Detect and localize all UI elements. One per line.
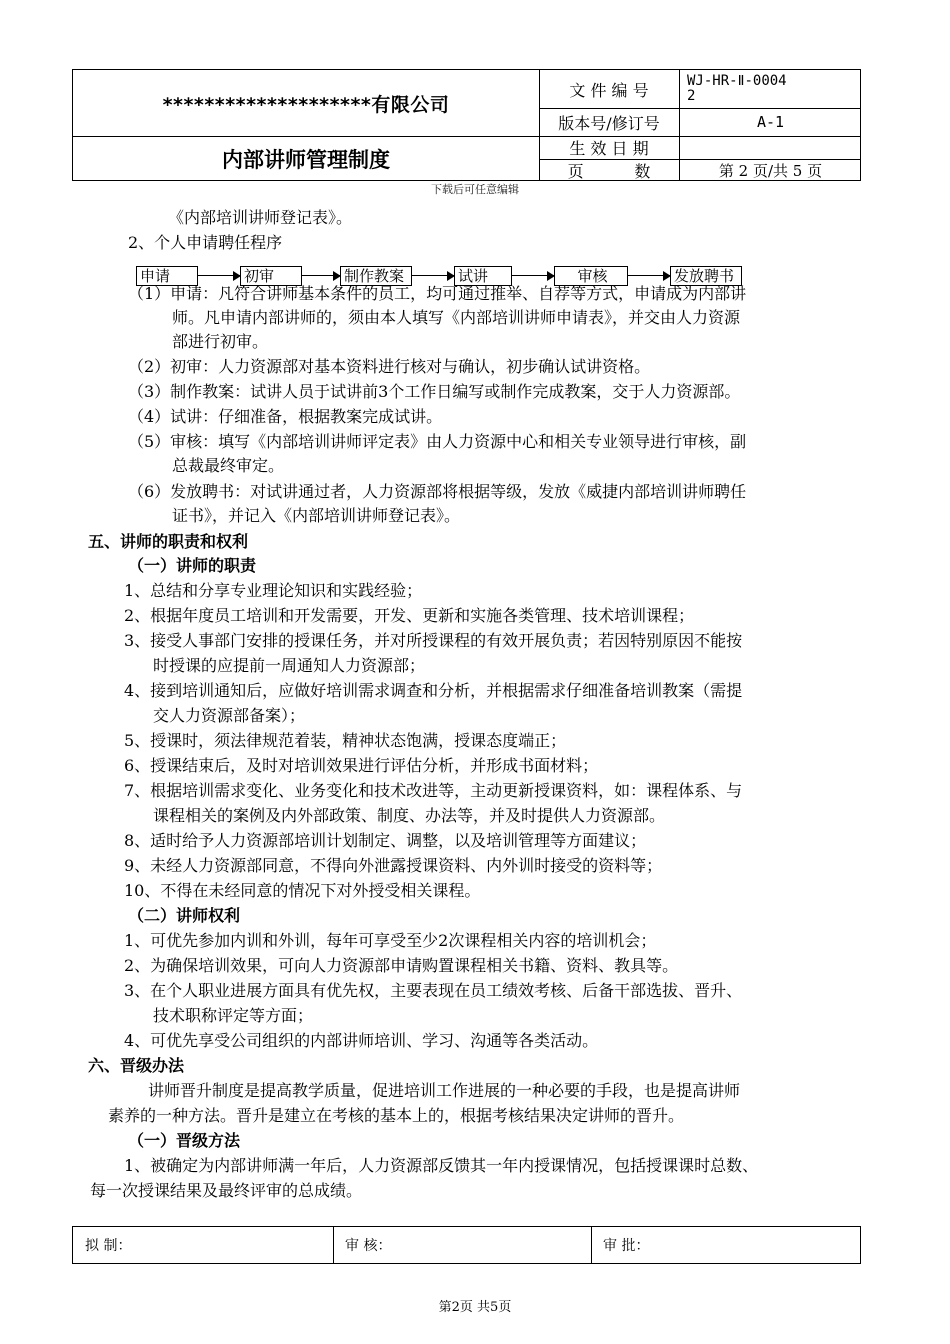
- header-table: [72, 69, 861, 181]
- version-label: 版本号/修订号: [558, 113, 660, 133]
- doc-number-line2: 2: [687, 88, 696, 104]
- document-title: 内部讲师管理制度: [222, 148, 390, 172]
- flow-arrow: [512, 275, 554, 276]
- pages-value: 第 2 页/共 5 页: [718, 162, 823, 180]
- text-line: 2、为确保培训效果，可向人力资源部申请购置课程相关书籍、资料、教具等。: [124, 956, 679, 975]
- text-line: 3、在个人职业进展方面具有优先权，主要表现在员工绩效考核、后备干部选拔、晋升、: [124, 981, 743, 1000]
- text-line: 4、可优先享受公司组织的内部讲师培训、学习、沟通等各类活动。: [124, 1031, 599, 1050]
- text-line: 1、被确定为内部讲师满一年后，人力资源部反馈其一年内授课情况，包括授课课时总数、: [124, 1156, 759, 1175]
- flow-step-issue-cert: 发放聘书: [670, 266, 742, 286]
- text-line: 师。凡申请内部讲师的，须由本人填写《内部培训讲师申请表》，并交由人力资源: [172, 308, 741, 327]
- text-line: 2、根据年度员工培训和开发需要，开发、更新和实施各类管理、技术培训课程；: [124, 606, 695, 625]
- pages-label: 页 数: [567, 162, 651, 181]
- text-line: 8、适时给予人力资源部培训计划制定、调整，以及培训管理等方面建议；: [124, 831, 647, 850]
- doc-number-label: 文 件 编 号: [569, 80, 649, 100]
- text-line: 时授课的应提前一周通知人力资源部；: [153, 656, 426, 675]
- doc-number: [679, 70, 862, 108]
- text-line: 2、个人申请聘任程序: [128, 233, 283, 252]
- text-line: （6）发放聘书：对试讲通过者，人力资源部将根据等级，发放《威捷内部培训讲师聘任: [128, 482, 747, 501]
- text-line: （3）制作教案：试讲人员于试讲前3个工作日编写或制作完成教案，交于人力资源部。: [128, 382, 741, 401]
- text-line: （1）申请：凡符合讲师基本条件的员工，均可通过推举、自荐等方式，申请成为内部讲: [128, 284, 747, 303]
- text-line: 3、接受人事部门安排的授课任务，并对所授课程的有效开展负责；若因特别原因不能按: [124, 631, 743, 650]
- text-line: 证书》，并记入《内部培训讲师登记表》。: [172, 506, 461, 525]
- text-line: 讲师晋升制度是提高教学质量，促进培训工作进展的一种必要的手段，也是提高讲师: [148, 1081, 741, 1100]
- text-line: 1、总结和分享专业理论知识和实践经验；: [124, 581, 423, 600]
- effective-date-label: 生 效 日 期: [569, 139, 649, 158]
- text-line: 交人力资源部备案）；: [153, 706, 306, 725]
- flow-step-trial: 试讲: [454, 266, 512, 286]
- page-number: 第2页 共5页: [438, 1300, 512, 1315]
- text-line: 技术职称评定等方面；: [153, 1006, 314, 1025]
- flow-arrow: [628, 275, 670, 276]
- drafted-by-field: 拟 制：: [85, 1238, 132, 1254]
- text-line: 10、不得在未经同意的情况下对外授受相关课程。: [124, 881, 481, 900]
- text-line: 6、授课结束后，及时对培训效果进行评估分析，并形成书面材料；: [124, 756, 599, 775]
- approved-by-field: 审 批：: [603, 1238, 650, 1254]
- text-line: 9、未经人力资源部同意，不得向外泄露授课资料、内外训时接受的资料等；: [124, 856, 663, 875]
- text-line: （4）试讲：仔细准备，根据教案完成试讲。: [128, 407, 443, 426]
- text-line: 素养的一种方法。晋升是建立在考核的基本上的，根据考核结果决定讲师的晋升。: [108, 1106, 685, 1125]
- text-line: 总裁最终审定。: [172, 456, 285, 475]
- watermark-text: 下载后可任意编辑: [431, 183, 519, 196]
- text-line: 1、可优先参加内训和外训，每年可享受至少2次课程相关内容的培训机会；: [124, 931, 657, 950]
- text-line: 7、根据培训需求变化、业务变化和技术改进等，主动更新授课资料，如：课程体系、与: [124, 781, 743, 800]
- version-value: A-1: [756, 113, 785, 131]
- flow-step-apply: 申请: [136, 266, 198, 286]
- flow-arrow: [198, 275, 240, 276]
- subsection-heading: （一）晋级方法: [128, 1131, 241, 1150]
- text-line: 课程相关的案例及内外部政策、制度、办法等，并及时提供人力资源部。: [153, 806, 666, 825]
- flow-arrow: [302, 275, 340, 276]
- text-line: 5、授课时，须法律规范着装，精神状态饱满，授课态度端正；: [124, 731, 567, 750]
- section-heading: 五、讲师的职责和权利: [88, 532, 249, 551]
- company-name: ********************有限公司: [162, 93, 450, 116]
- text-line: 每一次授课结果及最终评审的总成绩。: [90, 1181, 363, 1200]
- doc-number-line1: WJ-HR-Ⅱ-0004: [687, 73, 787, 89]
- text-line: 部进行初审。: [172, 332, 269, 351]
- text-line: （5）审核：填写《内部培训讲师评定表》由人力资源中心和相关专业领导进行审核，副: [128, 432, 747, 451]
- signature-table: [72, 1226, 861, 1264]
- flow-arrow: [412, 275, 454, 276]
- subsection-heading: （一）讲师的职责: [128, 556, 257, 575]
- flow-step-review: 初审: [240, 266, 302, 286]
- flow-step-audit: 审核: [554, 266, 628, 286]
- flow-step-lesson-plan: 制作教案: [340, 266, 412, 286]
- text-line: 《内部培训讲师登记表》。: [168, 208, 353, 227]
- effective-date-value: [679, 136, 862, 159]
- text-line: （2）初审：人力资源部对基本资料进行核对与确认，初步确认试讲资格。: [128, 357, 651, 376]
- text-line: 4、接到培训通知后，应做好培训需求调查和分析，并根据需求仔细准备培训教案（需提: [124, 681, 743, 700]
- section-heading: 六、晋级办法: [88, 1056, 185, 1075]
- subsection-heading: （二）讲师权利: [128, 906, 241, 925]
- reviewed-by-field: 审 核：: [345, 1238, 392, 1254]
